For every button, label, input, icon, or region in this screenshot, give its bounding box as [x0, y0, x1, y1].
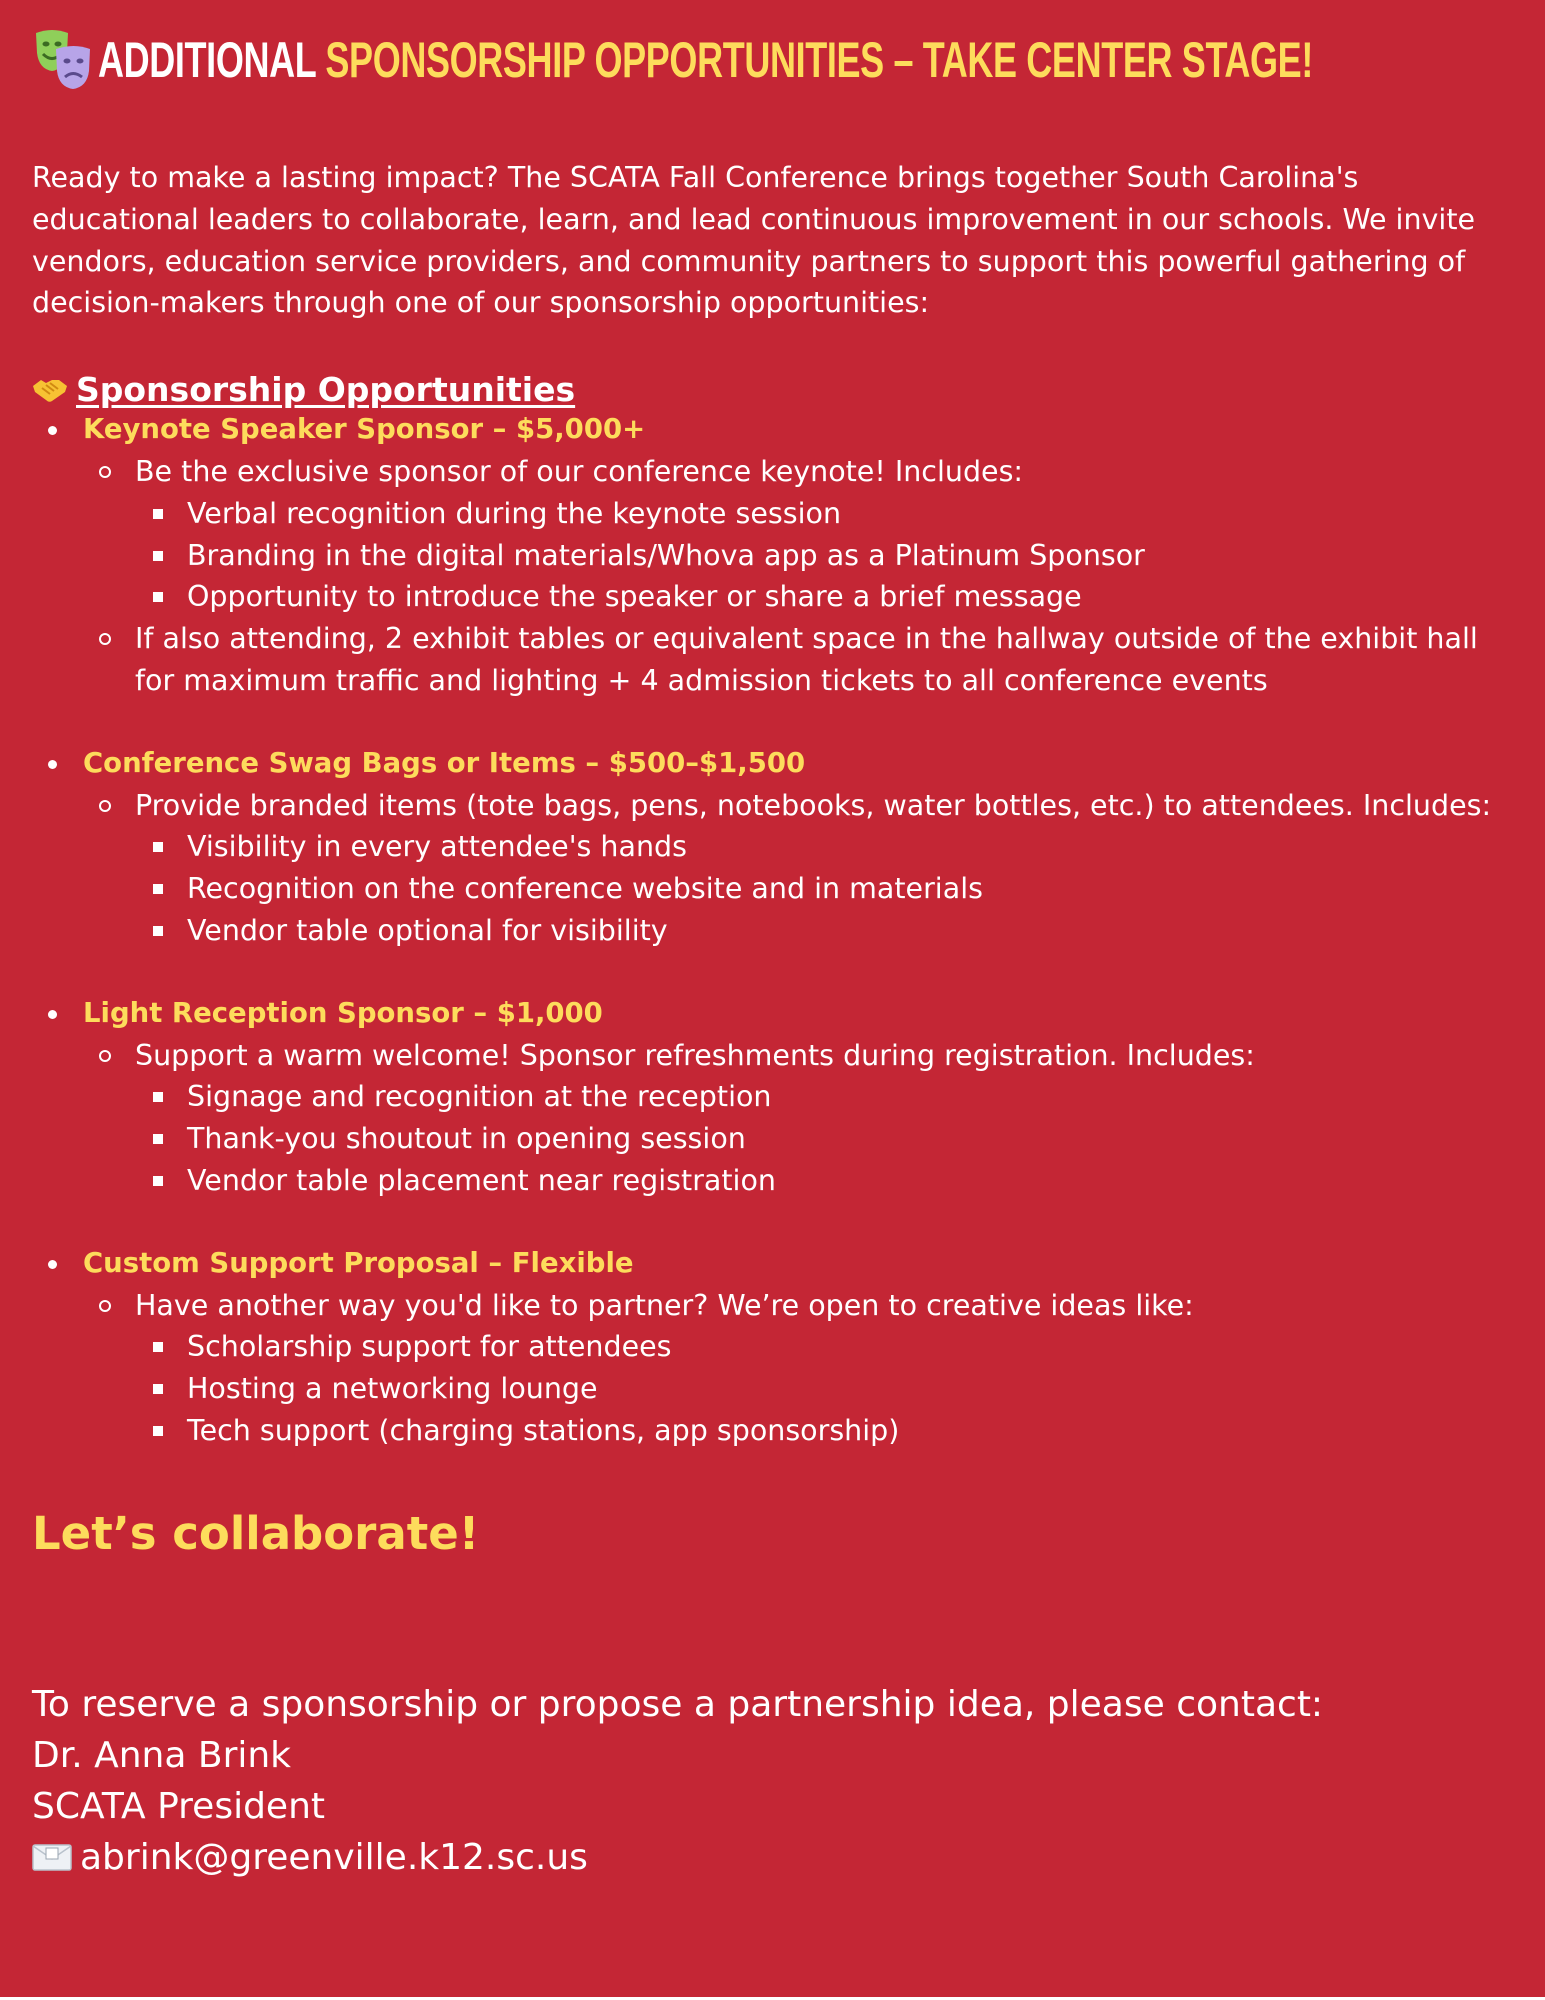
tier-description — [83, 1035, 1513, 1202]
tier-title: Custom Support Proposal – Flexible — [83, 1246, 634, 1279]
contact-intro: To reserve a sponsorship or propose a partnership idea, please contact: — [32, 1683, 1324, 1725]
tier-description-text: Have another way you'd like to partner? We’re open to creative ideas like: — [135, 1288, 1194, 1322]
benefit-item: Vendor table optional for visibility — [135, 910, 1513, 952]
sponsor-tier-keynote — [32, 409, 1513, 702]
contact-block — [32, 1679, 1513, 1883]
tier-description-text: If also attending, 2 exhibit tables or equivalent space in the hallway outside of the exhibit hall for maximum traffic and lighting + 4 admission tickets to all conference events — [135, 622, 1478, 697]
tier-title: Conference Swag Bags or Items – $500–$1,500 — [83, 746, 806, 779]
sponsorship-list — [32, 409, 1513, 1452]
tier-description — [83, 1285, 1513, 1452]
tier-description-text: Provide branded items (tote bags, pens, notebooks, water bottles, etc.) to attendees. Includes: — [135, 788, 1492, 822]
benefit-item: Signage and recognition at the reception — [135, 1076, 1513, 1118]
contact-role: SCATA President — [32, 1785, 326, 1827]
benefit-item: Scholarship support for attendees — [135, 1326, 1513, 1368]
benefit-item: Vendor table placement near registration — [135, 1160, 1513, 1202]
sponsor-tier-swag — [32, 743, 1513, 952]
sponsor-tier-reception — [32, 993, 1513, 1202]
benefit-item: Thank-you shoutout in opening session — [135, 1118, 1513, 1160]
benefit-item: Branding in the digital materials/Whova app as a Platinum Sponsor — [135, 535, 1513, 577]
intro-paragraph: Ready to make a lasting impact? The SCATA Fall Conference brings together South Carolina's educational leaders to collaborate, learn, and lead continuous improvement in our schools. We invite vendors, education service providers, and community partners to support this powerful gathering of decision-makers through one of our sponsorship opportunities: — [32, 161, 1476, 320]
section-heading — [32, 369, 1513, 409]
section-title: Sponsorship Opportunities — [76, 369, 576, 409]
handshake-icon — [32, 374, 68, 404]
tier-description-text: Support a warm welcome! Sponsor refreshments during registration. Includes: — [135, 1038, 1255, 1072]
tier-description — [83, 618, 1513, 702]
tier-description — [83, 785, 1513, 952]
theater-masks-icon — [32, 27, 96, 93]
contact-name: Dr. Anna Brink — [32, 1734, 292, 1776]
contact-email-line — [32, 1832, 1513, 1883]
headline-part-1: ADDITIONAL — [98, 32, 316, 88]
tier-description — [83, 451, 1513, 618]
envelope-icon — [32, 1842, 72, 1872]
benefit-item: Tech support (charging stations, app sponsorship) — [135, 1410, 1513, 1452]
benefit-item: Recognition on the conference website and in materials — [135, 868, 1513, 910]
benefit-item: Opportunity to introduce the speaker or share a brief message — [135, 576, 1513, 618]
tier-title: Keynote Speaker Sponsor – $5,000+ — [83, 413, 646, 446]
benefit-item: Hosting a networking lounge — [135, 1368, 1513, 1410]
collaborate-heading: Let’s collaborate! — [32, 1506, 480, 1560]
sponsor-tier-custom — [32, 1243, 1513, 1452]
headline — [32, 22, 1513, 98]
tier-title: Light Reception Sponsor – $1,000 — [83, 996, 603, 1029]
benefit-item: Verbal recognition during the keynote session — [135, 493, 1513, 535]
tier-description-text: Be the exclusive sponsor of our conference keynote! Includes: — [135, 454, 1024, 488]
headline-title — [98, 31, 1313, 89]
headline-part-2: SPONSORSHIP OPPORTUNITIES – TAKE CENTER STAGE! — [325, 32, 1313, 88]
benefit-item: Visibility in every attendee's hands — [135, 826, 1513, 868]
contact-email[interactable]: abrink@greenville.k12.sc.us — [80, 1836, 588, 1878]
